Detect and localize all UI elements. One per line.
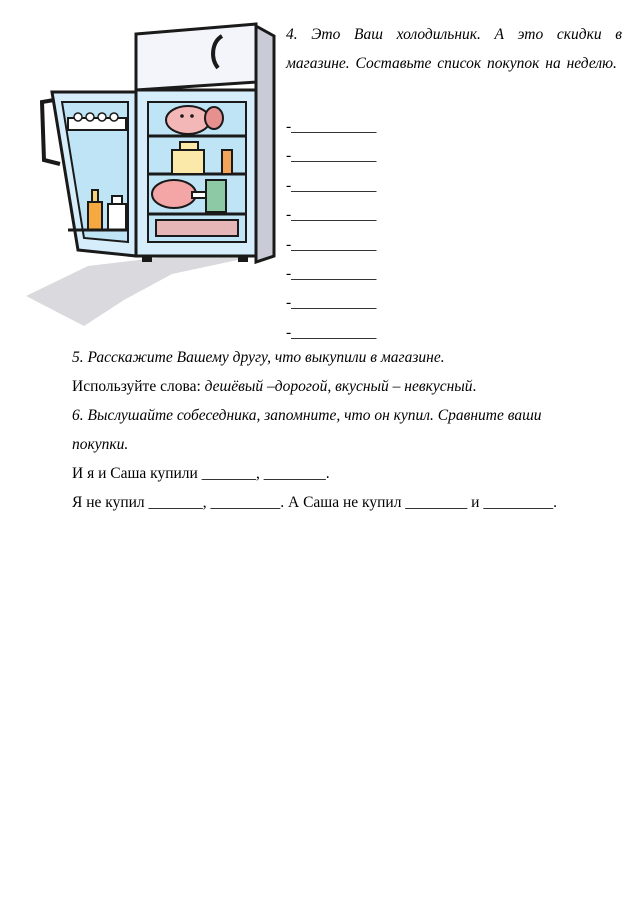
fridge-side-panel (256, 26, 274, 262)
fridge-illustration (24, 18, 286, 326)
task-6-heading-line1: 6. Выслушайте собеседника, запомните, что он купил. Сравните ваши (72, 407, 542, 424)
list-item: -___________ (286, 147, 377, 165)
words-prefix: Используйте слова: (72, 378, 205, 395)
tasks-5-6 (72, 343, 622, 517)
list-item: -___________ (286, 118, 377, 135)
shopping-list (286, 112, 376, 347)
cheese (172, 150, 204, 174)
task-6-sentence-1: И я и Саша купили _______, ________. (72, 465, 330, 482)
task-5-words-line (72, 372, 622, 401)
words-end: . (472, 378, 477, 395)
list-item: -___________ (286, 206, 377, 224)
task-4-text: 4. Это Ваш холодильник. А это скидки в магазине. Составьте список покупок на неделю. (286, 26, 622, 72)
list-item: -___________ (286, 294, 377, 312)
milk-bottle (108, 204, 126, 230)
juice-bottle (88, 202, 102, 230)
list-item: -___________ (286, 235, 377, 253)
chicken-leg (152, 180, 196, 208)
task-6-heading-line2: покупки. (72, 436, 129, 453)
freezer-door (136, 24, 256, 90)
list-item: -___________ (286, 176, 377, 194)
task-5-heading: 5. Расскажите Вашему другу, что выкупили в магазине. (72, 349, 445, 366)
floor-shadow (26, 248, 256, 326)
sausage (166, 106, 210, 134)
list-item: -___________ (286, 323, 377, 341)
words-list: дешёвый –дорогой, вкусный – невкусный (204, 378, 473, 395)
vegetable-drawer (156, 220, 238, 236)
list-item: -___________ (286, 265, 377, 283)
task-6-sentence-2: Я не купил _______, _________. А Саша не купил ________ и _________. (72, 494, 557, 511)
